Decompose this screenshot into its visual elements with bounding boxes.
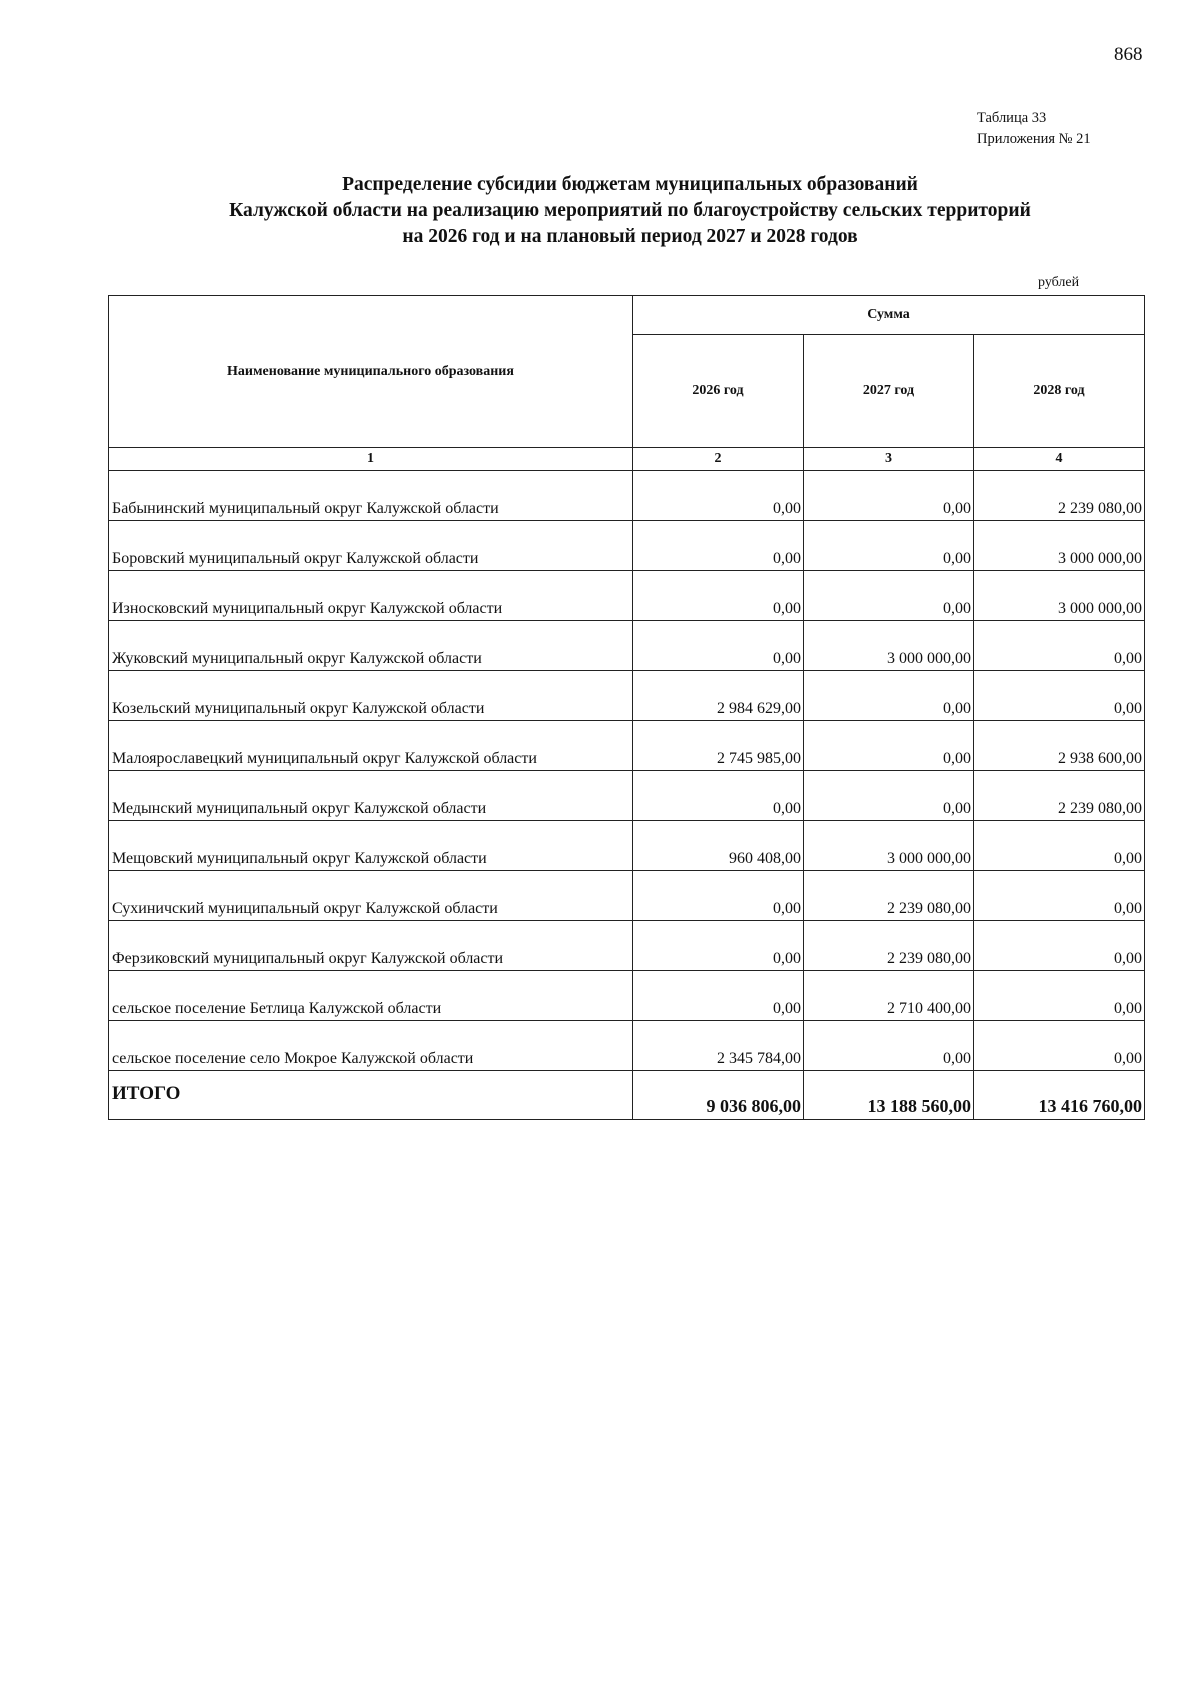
table-row [109,771,1145,821]
subsidy-table-container [108,295,1145,1120]
table-number: Таблица 33 [977,110,1047,126]
amount-cell-2026: 2 745 985,00 [633,721,804,771]
municipality-name-cell: Козельский муниципальный округ Калужской области [109,671,633,721]
table-row [109,871,1145,921]
amount-cell-2028: 0,00 [974,821,1145,871]
header-sum-group: Сумма [633,296,1145,335]
unit-label: рублей [1038,275,1080,290]
amount-cell-2026: 0,00 [633,971,804,1021]
total-amount-2027: 13 188 560,00 [804,1071,974,1120]
amount-cell-2026: 0,00 [633,521,804,571]
appendix-reference [977,108,1091,150]
amount-cell-2028: 3 000 000,00 [974,521,1145,571]
table-row [109,1021,1145,1071]
total-label: ИТОГО [109,1071,633,1120]
amount-cell-2026: 960 408,00 [633,821,804,871]
amount-cell-2027: 2 710 400,00 [804,971,974,1021]
total-amount-2026: 9 036 806,00 [633,1071,804,1120]
amount-cell-2028: 0,00 [974,621,1145,671]
column-number-3: 3 [804,448,974,471]
amount-cell-2026: 0,00 [633,921,804,971]
amount-cell-2027: 0,00 [804,471,974,521]
municipality-name-cell: Боровский муниципальный округ Калужской области [109,521,633,571]
table-row [109,921,1145,971]
amount-cell-2027: 0,00 [804,771,974,821]
municipality-name-cell: Малоярославецкий муниципальный округ Калужской области [109,721,633,771]
table-row [109,721,1145,771]
total-row [109,1071,1145,1120]
amount-cell-2027: 0,00 [804,521,974,571]
header-year-2028: 2028 год [974,335,1145,448]
table-row [109,521,1145,571]
municipality-name-cell: Мещовский муниципальный округ Калужской области [109,821,633,871]
amount-cell-2028: 2 938 600,00 [974,721,1145,771]
table-row [109,671,1145,721]
municipality-name-cell: Медынский муниципальный округ Калужской области [109,771,633,821]
amount-cell-2028: 2 239 080,00 [974,771,1145,821]
municipality-name-cell: Износковский муниципальный округ Калужской области [109,571,633,621]
title-line-2: Калужской области на реализацию мероприятий по благоустройству сельских территорий [229,200,1031,221]
municipality-name-cell: Жуковский муниципальный округ Калужской области [109,621,633,671]
table-row [109,621,1145,671]
municipality-name-cell: Бабынинский муниципальный округ Калужской области [109,471,633,521]
amount-cell-2028: 0,00 [974,1021,1145,1071]
municipality-name-cell: Ферзиковский муниципальный округ Калужской области [109,921,633,971]
amount-cell-2026: 0,00 [633,471,804,521]
header-year-2027: 2027 год [804,335,974,448]
amount-cell-2027: 0,00 [804,671,974,721]
table-row [109,471,1145,521]
column-number-4: 4 [974,448,1145,471]
table-row [109,571,1145,621]
amount-cell-2027: 2 239 080,00 [804,921,974,971]
header-name-column: Наименование муниципального образования [109,296,633,448]
amount-cell-2028: 0,00 [974,971,1145,1021]
column-number-2: 2 [633,448,804,471]
appendix-number: Приложения № 21 [977,131,1091,147]
amount-cell-2026: 0,00 [633,771,804,821]
amount-cell-2028: 2 239 080,00 [974,471,1145,521]
amount-cell-2026: 0,00 [633,871,804,921]
municipality-name-cell: сельское поселение Бетлица Калужской области [109,971,633,1021]
amount-cell-2026: 0,00 [633,571,804,621]
amount-cell-2028: 3 000 000,00 [974,571,1145,621]
table-row [109,821,1145,871]
title-line-3: на 2026 год и на плановый период 2027 и 2028 годов [402,226,858,247]
total-amount-2028: 13 416 760,00 [974,1071,1145,1120]
document-title [140,172,1120,250]
subsidy-table [108,295,1145,1120]
amount-cell-2026: 0,00 [633,621,804,671]
amount-cell-2027: 2 239 080,00 [804,871,974,921]
amount-cell-2028: 0,00 [974,871,1145,921]
header-year-2026: 2026 год [633,335,804,448]
amount-cell-2028: 0,00 [974,921,1145,971]
page-number: 868 [1114,44,1143,65]
amount-cell-2027: 0,00 [804,1021,974,1071]
amount-cell-2027: 3 000 000,00 [804,821,974,871]
amount-cell-2027: 3 000 000,00 [804,621,974,671]
amount-cell-2027: 0,00 [804,571,974,621]
amount-cell-2026: 2 984 629,00 [633,671,804,721]
table-row [109,971,1145,1021]
amount-cell-2026: 2 345 784,00 [633,1021,804,1071]
municipality-name-cell: сельское поселение село Мокрое Калужской области [109,1021,633,1071]
title-line-1: Распределение субсидии бюджетам муниципальных образований [342,174,918,195]
amount-cell-2028: 0,00 [974,671,1145,721]
amount-cell-2027: 0,00 [804,721,974,771]
table-body [109,471,1145,1120]
column-number-1: 1 [109,448,633,471]
municipality-name-cell: Сухиничский муниципальный округ Калужской области [109,871,633,921]
